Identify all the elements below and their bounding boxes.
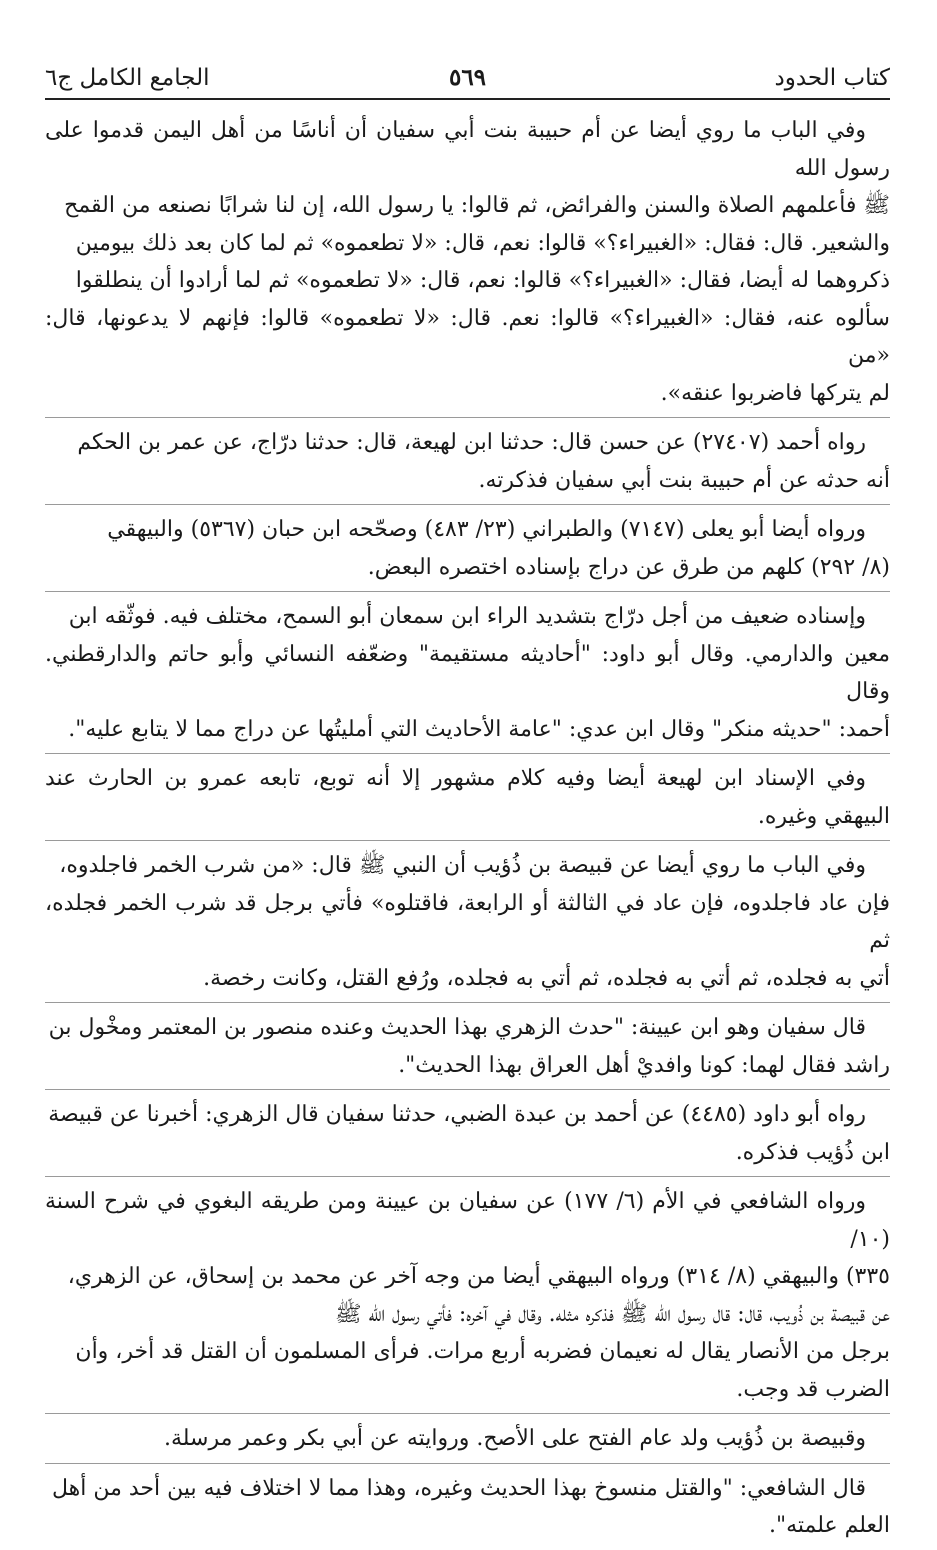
paragraph xyxy=(45,847,890,1003)
text-line: العلم علمته". xyxy=(768,1513,890,1538)
text-line: لم يتركها فاضربوا عنقه». xyxy=(660,380,890,406)
paragraph xyxy=(45,760,890,841)
text-line: أحمد: "حديثه منكر" وقال ابن عدي: "عامة الأحاديث التي أمليتُها عن دراج مما لا يتابع عليه". xyxy=(68,716,890,742)
book-title: كتاب الحدود xyxy=(774,65,890,91)
text-line: وفي الإسناد ابن لهيعة أيضا وفيه كلام مشهور إلا أنه توبع، تابعه عمرو بن الحارث عند البيهقي وغيره. xyxy=(45,766,890,829)
paragraph xyxy=(45,1183,890,1414)
text-line: سألوه عنه، فقال: «الغبيراء؟» قالوا: نعم. قال: «لا تطعموه» قالوا: فإنهم لا يدعونها، قال: «من xyxy=(45,305,890,368)
text-line: فإن عاد فاجلدوه، فإن عاد في الثالثة أو الرابعة، فاقتلوه» فأتي برجل قد شرب الخمر فجلده، ثم xyxy=(45,890,890,953)
paragraph xyxy=(45,1470,890,1550)
page-number: ٥٦٩ xyxy=(448,64,487,91)
text-line: برجل من الأنصار يقال له نعيمان فضربه أربع مرات. فرأى المسلمون أن القتل قد أخر، وأن xyxy=(75,1339,890,1364)
paragraph xyxy=(45,424,890,505)
paragraph xyxy=(45,1009,890,1090)
text-line: ابن ذُؤيب فذكره. xyxy=(735,1139,890,1165)
paragraph xyxy=(45,511,890,592)
running-header xyxy=(45,58,890,100)
page-body xyxy=(45,112,890,1550)
paragraph xyxy=(45,1420,890,1464)
text-line: وفي الباب ما روي أيضا عن أم حبيبة بنت أبي سفيان أن أناسًا من أهل اليمن قدموا على رسول الله xyxy=(45,118,890,181)
text-line: عن قبيصة بن ذُويب، قال: قال رسول الله ﷺ فذكره مثله. وقال في آخره: فأتي رسول الله ﷺ xyxy=(334,1301,890,1327)
text-line: قال الشافعي: "والقتل منسوخ بهذا الحديث وغيره، وهذا مما لا اختلاف فيه بين أحد من أهل xyxy=(51,1475,866,1501)
text-line: أتي به فجلده، ثم أتي به فجلده، ثم أتي به فجلده، ورُفع القتل، وكانت رخصة. xyxy=(203,965,890,991)
volume-label: الجامع الكامل ج٦ xyxy=(45,65,210,91)
text-line: ورواه أيضا أبو يعلى (٧١٤٧) والطبراني (٢٣/ ٤٨٣) وصحّحه ابن حبان (٥٣٦٧) والبيهقي xyxy=(107,517,866,542)
text-line: معين والدارمي. وقال أبو داود: "أحاديثه مستقيمة" وضعّفه النسائي وأبو حاتم والدارقطني. وقال xyxy=(45,641,890,704)
text-line: رواه أحمد (٢٧٤٠٧) عن حسن قال: حدثنا ابن لهيعة، قال: حدثنا درّاج، عن عمر بن الحكم xyxy=(77,430,866,455)
paragraph xyxy=(45,112,890,418)
text-line: أنه حدثه عن أم حبيبة بنت أبي سفيان فذكرته. xyxy=(478,467,890,493)
text-line: ﷺ فأعلمهم الصلاة والسنن والفرائض، ثم قالوا: يا رسول الله، إن لنا شرابًا نصنعه من القمح xyxy=(64,193,890,218)
text-line: وإسناده ضعيف من أجل درّاج بتشديد الراء ابن سمعان أبو السمح، مختلف فيه. فوثّقه ابن xyxy=(68,604,866,629)
book-page xyxy=(45,58,890,1538)
text-line: وفي الباب ما روي أيضا عن قبيصة بن ذُؤيب أن النبي ﷺ قال: «من شرب الخمر فاجلدوه، xyxy=(59,853,866,878)
text-line: وقبيصة بن ذُؤيب ولد عام الفتح على الأصح. وروايته عن أبي بكر وعمر مرسلة. xyxy=(163,1426,866,1451)
text-line: الضرب قد وجب. xyxy=(736,1376,890,1402)
text-line: ذكروهما له أيضا، فقال: «الغبيراء؟» قالوا: نعم، قال: «لا تطعموه» ثم لما أرادوا أن ينطلقوا xyxy=(75,268,890,293)
paragraph xyxy=(45,1096,890,1177)
text-line: والشعير. قال: فقال: «الغبيراء؟» قالوا: نعم، قال: «لا تطعموه» ثم لما كان بعد ذلك بيومين xyxy=(75,230,890,256)
text-line: قال سفيان وهو ابن عيينة: "حدث الزهري بهذا الحديث وعنده منصور بن المعتمر ومخْول بن xyxy=(48,1015,866,1040)
paragraph xyxy=(45,598,890,754)
text-line: ورواه الشافعي في الأم (٦/ ١٧٧) عن سفيان بن عيينة ومن طريقه البغوي في شرح السنة (١٠/ xyxy=(45,1189,890,1252)
text-line: ٣٣٥) والبيهقي (٨/ ٣١٤) ورواه البيهقي أيضا من وجه آخر عن محمد بن إسحاق، عن الزهري، xyxy=(67,1264,890,1289)
text-line: رواه أبو داود (٤٤٨٥) عن أحمد بن عبدة الضبي، حدثنا سفيان قال الزهري: أخبرنا عن قبيصة xyxy=(48,1102,866,1127)
text-line: (٨/ ٢٩٢) كلهم من طرق عن دراج بإسناده اختصره البعض. xyxy=(367,554,890,580)
text-line: راشد فقال لهما: كونا وافديْ أهل العراق بهذا الحديث". xyxy=(398,1052,890,1078)
